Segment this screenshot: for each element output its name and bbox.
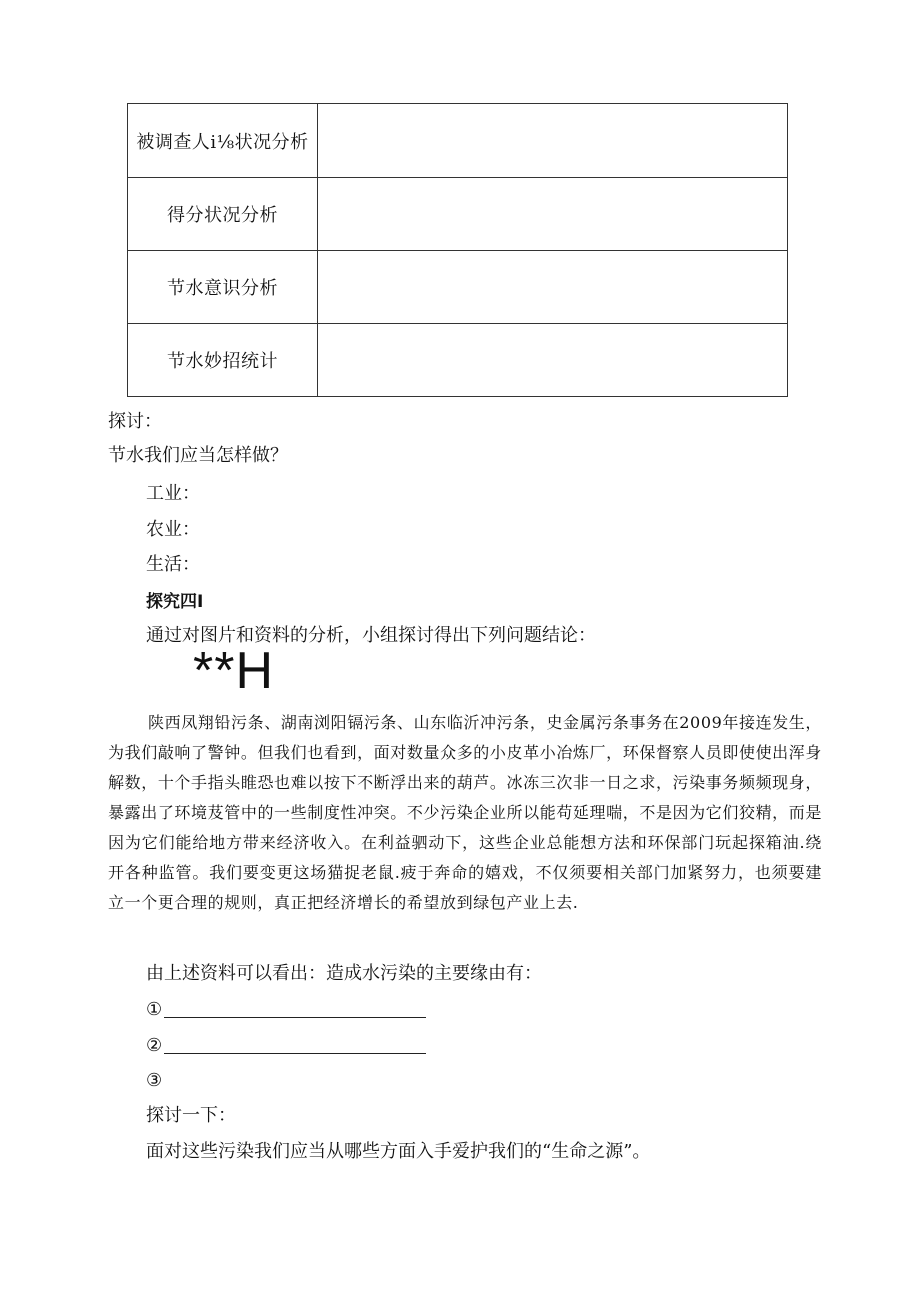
cause-blank[interactable] bbox=[164, 1035, 426, 1054]
explore4-heading: 探究四I bbox=[146, 592, 204, 612]
table-row-label: 得分状况分析 bbox=[128, 178, 318, 250]
table-row bbox=[128, 250, 787, 323]
discussion-heading: 探讨： bbox=[108, 411, 162, 432]
explore4-intro: 通过对图片和资料的分析，小组探讨得出下列问题结论： bbox=[146, 625, 596, 646]
cause-item-1 bbox=[146, 998, 426, 1022]
cause-item-2 bbox=[146, 1034, 426, 1058]
cause-marker: ③ bbox=[146, 1070, 163, 1091]
garbled-figure-text: **H bbox=[193, 642, 275, 700]
cause-marker: ① bbox=[146, 999, 163, 1020]
cause-blank[interactable] bbox=[164, 999, 426, 1018]
causes-intro: 由上述资料可以看出：造成水污染的主要缘由有： bbox=[146, 963, 542, 984]
agriculture-label: 农业： bbox=[146, 519, 200, 540]
table-row-value bbox=[318, 324, 787, 396]
table-row bbox=[128, 104, 787, 177]
table-row-value bbox=[318, 251, 787, 323]
cause-marker: ② bbox=[146, 1035, 163, 1056]
closing-heading: 探讨一下： bbox=[146, 1105, 236, 1126]
discussion-question: 节水我们应当怎样做？ bbox=[108, 445, 288, 466]
closing-question: 面对这些污染我们应当从哪些方面入手爱护我们的“生命之源”。 bbox=[146, 1141, 651, 1162]
article-paragraph bbox=[108, 708, 822, 918]
life-label: 生活： bbox=[146, 554, 200, 575]
table-row-label: 被调查人i⅛状况分析 bbox=[128, 104, 318, 177]
table-row bbox=[128, 177, 787, 250]
table-row-label: 节水妙招统计 bbox=[128, 324, 318, 396]
analysis-table bbox=[127, 103, 788, 397]
cause-item-3 bbox=[146, 1069, 162, 1093]
table-row-value bbox=[318, 104, 787, 177]
table-row bbox=[128, 323, 787, 396]
industry-label: 工业： bbox=[146, 483, 200, 504]
article-text: 陕西凤翔铅污条、湖南浏阳镉污条、山东临沂冲污条，史金属污条事务在2009年接连发生，为我们敲响了警钟。但我们也看到，面对数量众多的小皮革小冶炼厂，环保督察人员即使使出浑身解数，十个手指头睢恐也难以按下不断浮出来的葫芦。冰冻三次非一日之求，污染事务频频现身，暴露出了环境芨管中的一些制度性冲突。不少污染企业所以能苟延理喘，不是因为它们狡精，而是因为它们能给地方带来经济收入。在利益驷动下，这些企业总能想方法和环保部门玩起探箱油.绕开各种监管。我们要变更这场猫捉老鼠.疲于奔命的嬉戏，不仅须要相关部门加紧努力，也须要建立一个更合理的规则，真正把经济增长的希望放到绿包产业上去. bbox=[108, 713, 822, 912]
table-row-label: 节水意识分析 bbox=[128, 251, 318, 323]
table-row-value bbox=[318, 178, 787, 250]
